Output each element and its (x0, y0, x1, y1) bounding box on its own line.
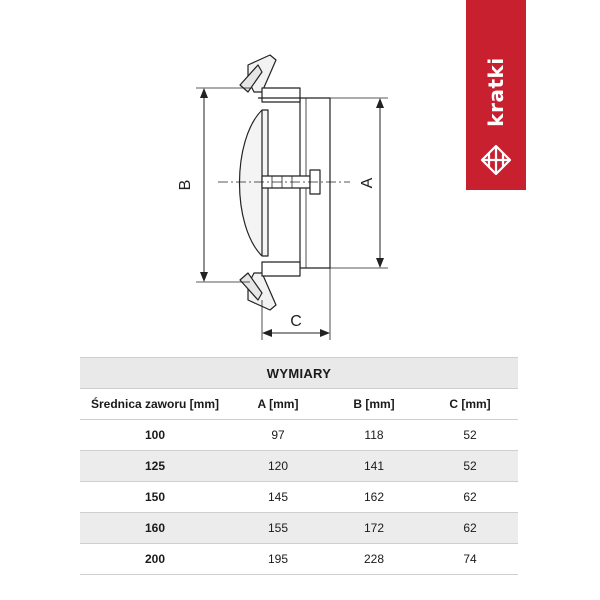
cell-c: 74 (422, 544, 518, 575)
cell-c: 62 (422, 482, 518, 513)
cell-b: 118 (326, 420, 422, 451)
cell-diameter: 200 (80, 544, 230, 575)
cell-a: 97 (230, 420, 326, 451)
dimensions-table (80, 357, 518, 575)
brand-logo (466, 0, 526, 190)
grate-logo-icon (479, 140, 513, 180)
brand-logo-text: kratki (484, 57, 508, 127)
cell-diameter: 160 (80, 513, 230, 544)
cell-a: 195 (230, 544, 326, 575)
cell-b: 162 (326, 482, 422, 513)
table-row (80, 513, 518, 544)
cell-diameter: 125 (80, 451, 230, 482)
table-row (80, 420, 518, 451)
cell-c: 52 (422, 451, 518, 482)
column-header-c: C [mm] (422, 389, 518, 420)
table-row (80, 544, 518, 575)
cell-a: 120 (230, 451, 326, 482)
cell-a: 145 (230, 482, 326, 513)
dimension-b-label: B (177, 179, 194, 191)
column-header-diameter: Średnica zaworu [mm] (80, 389, 230, 420)
cell-b: 228 (326, 544, 422, 575)
table-row (80, 451, 518, 482)
cell-b: 141 (326, 451, 422, 482)
column-header-a: A [mm] (230, 389, 326, 420)
cell-diameter: 100 (80, 420, 230, 451)
cell-c: 52 (422, 420, 518, 451)
cell-b: 172 (326, 513, 422, 544)
cell-a: 155 (230, 513, 326, 544)
dimension-a-label: A (359, 177, 376, 189)
dimension-c-label: C (290, 313, 302, 330)
column-header-b: B [mm] (326, 389, 422, 420)
table-row (80, 482, 518, 513)
table-title: WYMIARY (80, 358, 518, 389)
cell-c: 62 (422, 513, 518, 544)
cell-diameter: 150 (80, 482, 230, 513)
